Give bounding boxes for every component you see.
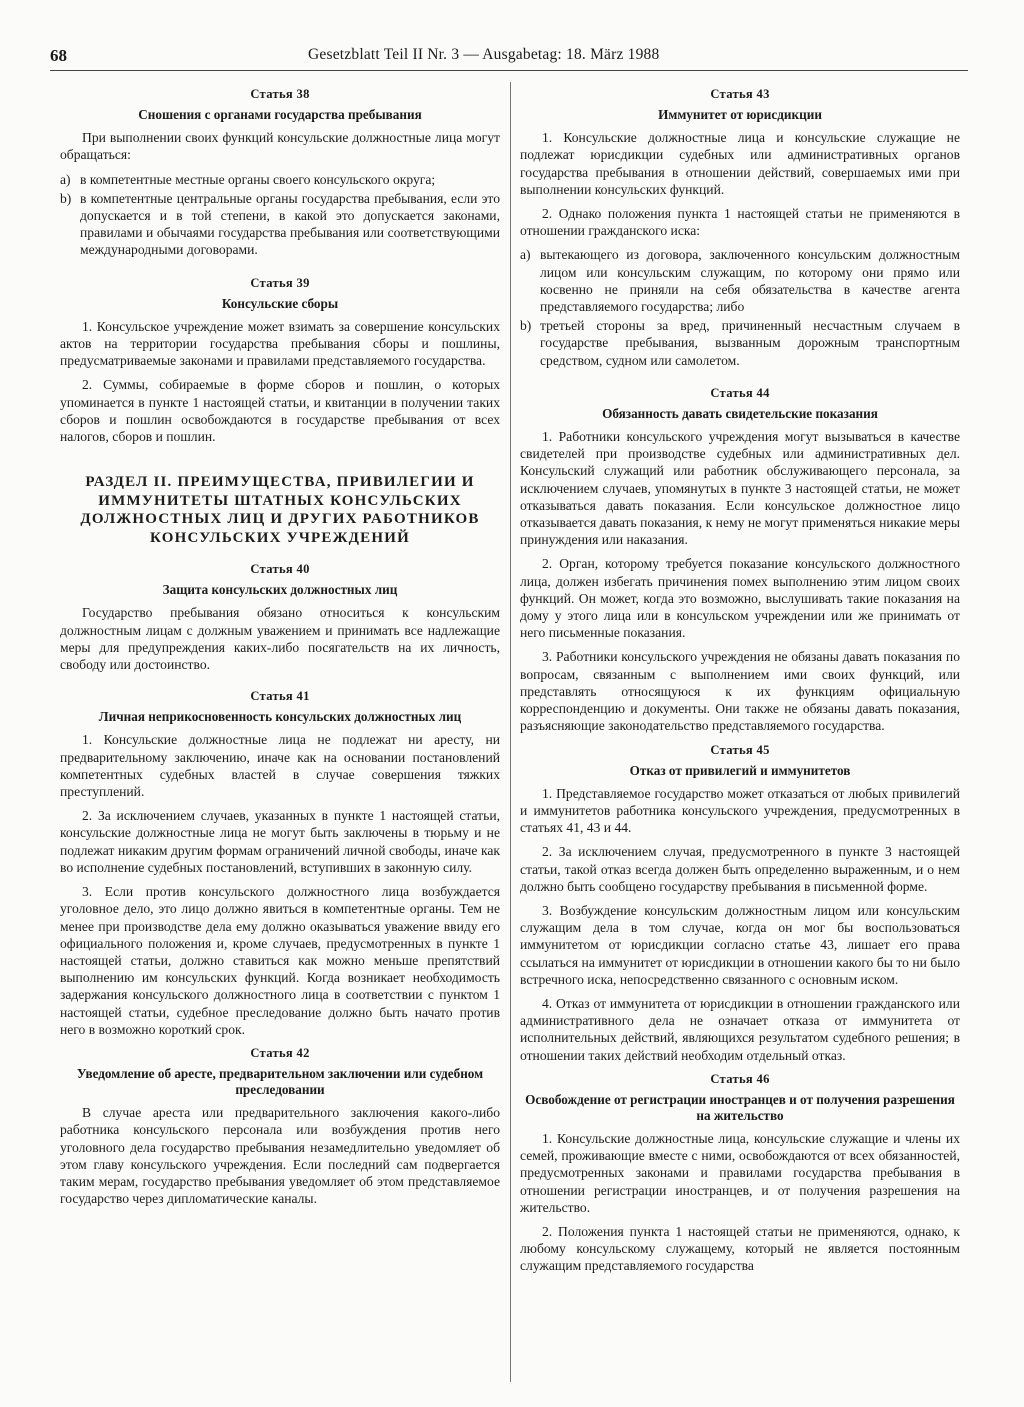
list-marker: a) xyxy=(60,171,71,187)
paragraph: В случае ареста или предварительного заключения какого-либо работника консульского персонала или возбуждения против него уголовного дела государство пребывания незамедлительно уведомляет об этом главу консульского учреждения. Если последний сам подвергается таким мерам, государство пребывания уведомляет об этом представляемое государство через дипломатические каналы. xyxy=(60,1105,500,1207)
article-title: Сношения с органами государства пребывания xyxy=(138,107,422,123)
list-marker: b) xyxy=(520,318,532,334)
article-title: Освобождение от регистрации иностранцев и от получения разрешения на жительство xyxy=(525,1091,955,1123)
section-heading: РАЗДЕЛ II. ПРЕИМУЩЕСТВА, ПРИВИЛЕГИИ И ИММУНИТЕТЫ ШТАТНЫХ КОНСУЛЬСКИХ ДОЛЖНОСТНЫХ ЛИЦ И ДРУГИХ РАБОТНИКОВ КОНСУЛЬСКИХ УЧРЕЖДЕНИЙ xyxy=(80,474,480,546)
list-marker: b) xyxy=(60,190,72,206)
article-42 xyxy=(60,1045,500,1207)
list-item xyxy=(60,190,500,259)
paragraph: 2. За исключением случая, предусмотренного в пункте 3 настоящей статьи, такой отказ всегда должен быть определенно выраженным, и о нем должно быть сообщено государству пребывания в письменной форме. xyxy=(520,844,960,894)
item-list xyxy=(520,246,960,368)
article-title: Иммунитет от юрисдикции xyxy=(658,107,822,123)
article-number: Статья 45 xyxy=(710,742,770,757)
article-39 xyxy=(60,275,500,446)
paragraph: 3. Работники консульского учреждения не обязаны давать показания по вопросам, связанным с выполнением ими своих функций, или представлять относящуюся к их функциям официальную корреспонденцию и документы. Они также не обязаны давать показания, разъясняющие законодательство представляемого государства. xyxy=(520,649,960,734)
paragraph: 1. Консульские должностные лица и консульские служащие не подлежат юрисдикции судебных или административных органов государства пребывания в отношении действий, совершаемых ими при выполнении консульских функций. xyxy=(520,130,960,197)
article-number: Статья 43 xyxy=(710,87,770,101)
paragraph: 2. Суммы, собираемые в форме сборов и пошлин, о которых упоминается в пункте 1 настоящей статьи, и квитанции в получении таких сборов и пошлин освобождаются в государстве пребывания от всех налогов, сборов и пошлин. xyxy=(60,377,500,445)
article-45 xyxy=(520,742,960,1064)
list-text: третьей стороны за вред, причиненный несчастным случаем в государстве пребывания, вызванным дорожным транспортным средством, судном или самолетом. xyxy=(540,318,960,368)
paragraph: 4. Отказ от иммунитета от юрисдикции в отношении гражданского или административного дела не означает отказа от иммунитета от исполнительных действий, являющихся результатом судебного решения; в отношении таких действий необходим отдельный отказ. xyxy=(520,995,960,1063)
left-column xyxy=(60,86,500,1214)
column-divider xyxy=(510,82,511,1382)
list-text: в компетентные местные органы своего консульского округа; xyxy=(80,171,436,187)
article-title: Обязанность давать свидетельские показания xyxy=(602,406,878,422)
article-number: Статья 41 xyxy=(250,689,310,704)
header-rule xyxy=(50,70,968,71)
list-item xyxy=(520,246,960,315)
article-41 xyxy=(60,688,500,1038)
paragraph: 1. Консульские должностные лица не подлежат ни аресту, ни предварительному заключению, иначе как на основании постановлений компетентных судебных властей в случае совершения тяжких преступлений. xyxy=(60,732,500,800)
article-title: Консульские сборы xyxy=(221,295,339,311)
page-number: 68 xyxy=(50,46,67,65)
paragraph: 3. Возбуждение консульским должностным лицом или консульским служащим дела в том случае, когда он мог бы воспользоваться иммунитетом от юрисдикции согласно статье 43, лишает его права ссылаться на иммунитет от юрисдикции в отношении какого бы то ни было встречного иска, непосредственно связанного с основным иском. xyxy=(520,902,960,987)
paragraph: 2. Однако положения пункта 1 настоящей статьи не применяются в отношении гражданского иска: xyxy=(520,206,960,239)
paragraph: 1. Консульские должностные лица, консульские служащие и члены их семей, проживающие вместе с ними, освобождаются от всех обязанностей, предусмотренных законами и правилами государства пребывания в отношении регистрации иностранцев, и от получения разрешения на жительство. xyxy=(520,1130,960,1215)
article-number: Статья 42 xyxy=(250,1045,310,1060)
running-head: Gesetzblatt Teil II Nr. 3 — Ausgabetag: 18. März 1988 xyxy=(308,46,660,63)
article-number: Статья 44 xyxy=(710,385,770,400)
article-46 xyxy=(520,1071,960,1275)
paragraph: 2. Орган, которому требуется показание консульского должностного лица, должен избегать причинения помех выполнению этим лицом своих функций. Он может, когда это возможно, выслушивать такие показания на дому у этого лица или в консульском учреждении или же принимать от него письменные показания. xyxy=(520,556,960,641)
right-column xyxy=(520,86,960,1282)
paragraph: 2. Положения пункта 1 настоящей статьи не применяются, однако, к любому консульскому служащему, который не является постоянным служащим представляемого государства xyxy=(520,1223,960,1274)
running-header xyxy=(50,46,975,68)
list-item xyxy=(520,317,960,369)
article-40 xyxy=(60,561,500,673)
list-marker: a) xyxy=(520,247,531,263)
article-number: Статья 46 xyxy=(710,1071,770,1086)
paragraph: 1. Консульское учреждение может взимать за совершение консульских актов на территории государства пребывания сборы и пошлины, предусматриваемые законами и правилами представляемого государства. xyxy=(60,318,500,369)
article-44 xyxy=(520,385,960,735)
article-title: Личная неприкосновенность консульских должностных лиц xyxy=(98,709,462,725)
article-43 xyxy=(520,86,960,369)
article-title: Защита консульских должностных лиц xyxy=(162,582,398,598)
item-list xyxy=(60,171,500,259)
article-number: Статья 39 xyxy=(250,275,310,290)
article-title: Уведомление об аресте, предварительном заключении или судебном преследовании xyxy=(76,1066,484,1098)
paragraph: 2. За исключением случаев, указанных в пункте 1 настоящей статьи, консульские должностные лица не могут быть заключены в тюрьму и не подлежат никаким другим формам ограничений личной свободы, иначе как во исполнение судебных постановлений, вступивших в законную силу. xyxy=(60,808,500,875)
list-text: в компетентные центральные органы государства пребывания, если это допускается и в той степени, в какой это допускается законами, правилами и обычаями государства пребывания или соответствующими международными договорами. xyxy=(80,190,500,258)
paragraph: При выполнении своих функций консульские должностные лица могут обращаться: xyxy=(60,130,500,163)
list-item xyxy=(60,171,500,188)
list-text: вытекающего из договора, заключенного консульским должностным лицом или консульским служащим, по которому они прямо или косвенно не приняли на себя обязательства в качестве агента представляемого государства; либо xyxy=(540,247,960,315)
article-number: Статья 38 xyxy=(250,87,310,101)
article-38 xyxy=(60,86,500,259)
paragraph: 1. Представляемое государство может отказаться от любых привилегий и иммунитетов работника консульского учреждения, предусмотренных в статьях 41, 43 и 44. xyxy=(520,785,960,836)
paragraph: Государство пребывания обязано относиться к консульским должностным лицам с должным уважением и принимать все надлежащие меры для предупреждения каких-либо посягательств на их личность, свободу или достоинство. xyxy=(60,605,500,673)
paragraph: 3. Если против консульского должностного лица возбуждается уголовное дело, это лицо должно явиться в компетентные органы. Тем не менее при производстве дела ему должно оказываться уважение ввиду его официального положения и, кроме случаев, предусмотренных в пункте 1 настоящей статьи, должно ставиться как можно меньше препятствий выполнению им консульских функций. Когда возникает необходимость задержания консульского должностного лица в соответствии с пунктом 1 настоящей статьи, судебное преследование должно быть начато против него в возможно короткий срок. xyxy=(60,884,500,1037)
article-number: Статья 40 xyxy=(250,562,310,577)
paragraph: 1. Работники консульского учреждения могут вызываться в качестве свидетелей при производстве судебных или административных дел. Консульский служащий или работник обслуживающего персонала, за исключением случаев, упомянутых в пункте 3 настоящей статьи, не может отказываться давать показания. Если консульское должностное лицо отказывается давать показания, к нему не могут применяться никакие меры принуждения или наказания. xyxy=(520,429,960,548)
article-title: Отказ от привилегий и иммунитетов xyxy=(629,762,851,778)
